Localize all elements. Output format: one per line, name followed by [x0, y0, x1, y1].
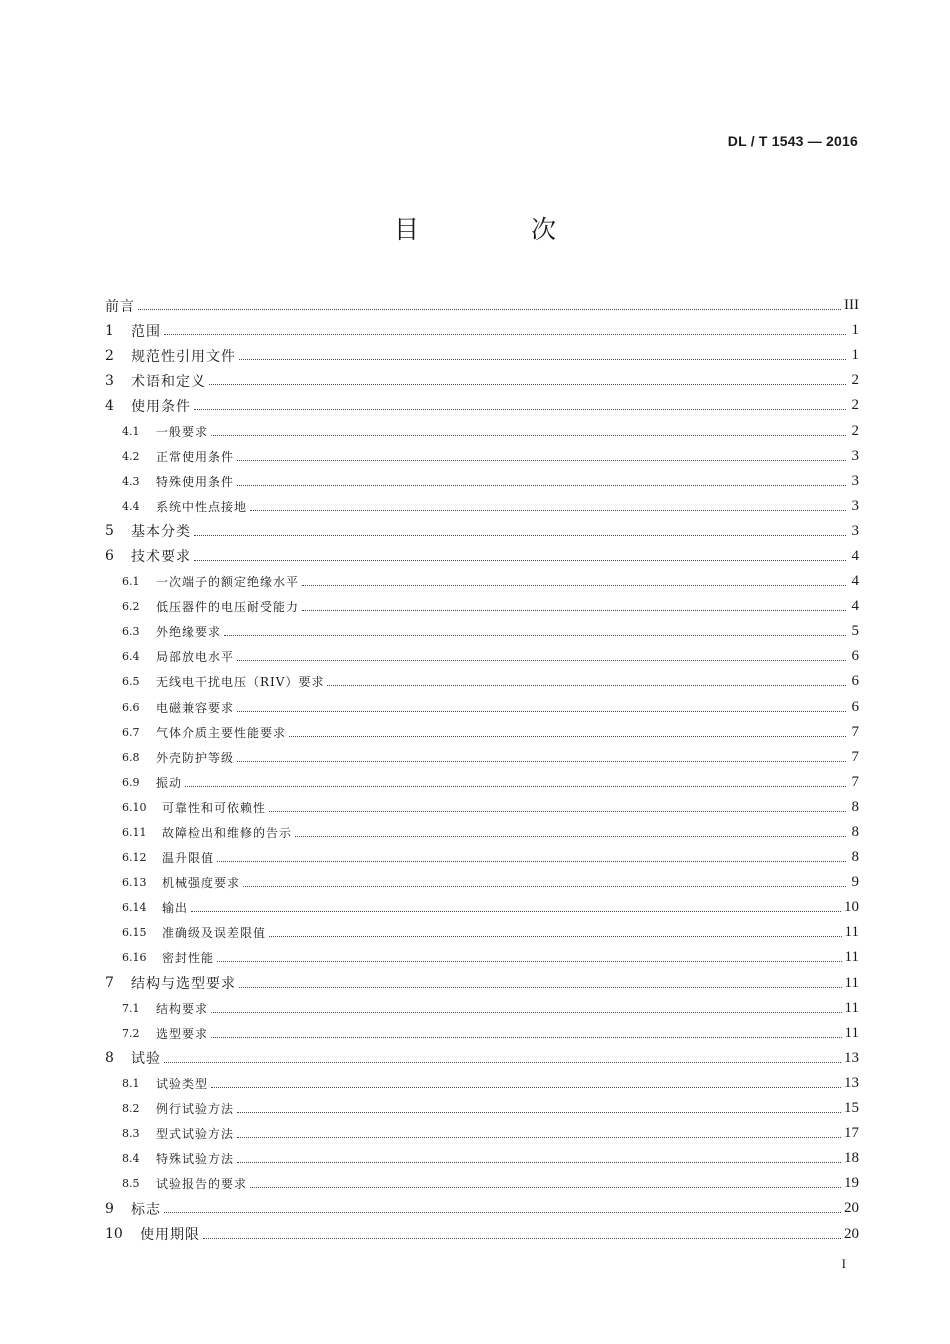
toc-dot-leader	[237, 1112, 841, 1113]
toc-entry[interactable]	[105, 945, 859, 970]
toc-entry-page: 9	[851, 874, 859, 891]
toc-entry-page: 8	[851, 849, 859, 866]
toc-entry[interactable]	[105, 870, 859, 895]
toc-entry-number: 2	[105, 347, 114, 364]
toc-entry-title: 密封性能	[162, 951, 215, 966]
toc-entry-title: 范围	[131, 323, 161, 340]
toc-entry-number: 6.2	[122, 600, 140, 614]
toc-entry-title: 机械强度要求	[162, 876, 241, 891]
toc-entry[interactable]	[105, 343, 859, 368]
toc-entry-title: 输出	[162, 901, 189, 916]
toc-entry-number: 3	[105, 372, 114, 389]
toc-entry-page: 3	[851, 497, 859, 514]
toc-entry[interactable]	[105, 469, 859, 494]
toc-entry-page: 18	[844, 1150, 859, 1167]
toc-entry-number: 8.5	[122, 1177, 140, 1191]
toc-entry-number: 6.16	[122, 951, 147, 965]
toc-entry[interactable]	[105, 418, 859, 443]
toc-entry[interactable]	[105, 594, 859, 619]
toc-entry-number: 6.15	[122, 926, 147, 940]
toc-entry-page: 11	[844, 949, 859, 966]
toc-entry[interactable]	[105, 494, 859, 519]
toc-entry-title: 一次端子的额定绝缘水平	[156, 575, 300, 590]
toc-entry-page: 1	[851, 347, 859, 364]
toc-entry-title: 技术要求	[131, 549, 191, 566]
toc-entry-page: 6	[851, 673, 859, 690]
toc-entry-page: 13	[844, 1074, 859, 1091]
toc-entry-page: 3	[851, 472, 859, 489]
toc-entry-title: 试验报告的要求	[156, 1177, 248, 1192]
toc-entry[interactable]	[105, 1221, 859, 1246]
toc-dot-leader	[209, 384, 846, 385]
toc-dot-leader	[211, 1012, 842, 1013]
toc-entry-number: 4.3	[122, 474, 140, 488]
toc-dot-leader	[138, 309, 841, 310]
toc-entry-page: 11	[844, 1024, 859, 1041]
toc-entry-number: 6.12	[122, 851, 147, 865]
toc-entry-page: 11	[844, 924, 859, 941]
toc-entry-title: 结构要求	[156, 1001, 209, 1016]
toc-entry-number: 8	[105, 1050, 114, 1067]
toc-entry-page: 11	[844, 999, 859, 1016]
page-title: 目 次	[394, 215, 608, 244]
toc-entry-title: 特殊使用条件	[156, 474, 235, 489]
toc-entry-number: 4.1	[122, 424, 140, 438]
toc-entry-number: 6.4	[122, 650, 140, 664]
toc-entry[interactable]	[105, 619, 859, 644]
toc-entry-number: 10	[105, 1226, 123, 1243]
toc-entry[interactable]	[105, 720, 859, 745]
toc-entry[interactable]	[105, 695, 859, 720]
toc-entry-title: 低压器件的电压耐受能力	[156, 600, 300, 615]
toc-entry-title: 正常使用条件	[156, 449, 235, 464]
toc-entry-page: 15	[844, 1100, 859, 1117]
toc-entry-number: 6.5	[122, 675, 140, 689]
toc-entry[interactable]	[105, 444, 859, 469]
toc-dot-leader	[203, 1238, 841, 1239]
toc-entry[interactable]	[105, 1071, 859, 1096]
toc-entry[interactable]	[105, 1196, 859, 1221]
toc-entry-number: 4.4	[122, 499, 140, 513]
toc-dot-leader	[269, 811, 846, 812]
toc-entry-number: 4.2	[122, 449, 140, 463]
toc-entry-title: 故障检出和维修的告示	[162, 826, 293, 841]
toc-dot-leader	[237, 485, 846, 486]
toc-entry-page: 10	[844, 899, 859, 916]
toc-dot-leader	[164, 334, 846, 335]
toc-entry[interactable]	[105, 368, 859, 393]
toc-entry-page: 20	[844, 1225, 859, 1242]
toc-entry-title: 可靠性和可依赖性	[162, 800, 267, 815]
toc-dot-leader	[224, 635, 846, 636]
toc-entry[interactable]	[105, 1146, 859, 1171]
toc-dot-leader	[237, 1137, 841, 1138]
toc-dot-leader	[239, 987, 842, 988]
toc-dot-leader	[164, 1212, 841, 1213]
toc-entry-number: 6.10	[122, 800, 147, 814]
toc-entry-number: 7.2	[122, 1026, 140, 1040]
toc-entry-page: 4	[851, 573, 859, 590]
toc-entry-title: 术语和定义	[131, 373, 206, 390]
toc-entry[interactable]	[105, 845, 859, 870]
toc-entry-title: 标志	[131, 1201, 161, 1218]
toc-dot-leader	[194, 560, 846, 561]
toc-entry-title: 规范性引用文件	[131, 348, 236, 365]
toc-entry[interactable]	[105, 820, 859, 845]
toc-entry-title: 准确级及误差限值	[162, 926, 267, 941]
toc-entry-title: 例行试验方法	[156, 1102, 235, 1117]
toc-entry-page: 7	[851, 773, 859, 790]
toc-entry-number: 6.3	[122, 625, 140, 639]
toc-entry[interactable]	[105, 644, 859, 669]
toc-entry-page: 5	[851, 623, 859, 640]
toc-dot-leader	[327, 685, 846, 686]
toc-entry-page: 4	[851, 598, 859, 615]
toc-entry-title: 气体介质主要性能要求	[156, 725, 287, 740]
toc-dot-leader	[295, 836, 846, 837]
toc-entry[interactable]	[105, 770, 859, 795]
toc-entry-title: 前言	[105, 298, 135, 315]
toc-entry-title: 型式试验方法	[156, 1127, 235, 1142]
toc-dot-leader	[211, 1037, 842, 1038]
toc-dot-leader	[217, 961, 842, 962]
toc-entry-title: 试验类型	[156, 1076, 209, 1091]
toc-entry-page: 2	[851, 372, 859, 389]
toc-entry-title: 外绝缘要求	[156, 625, 222, 640]
toc-entry-number: 6	[105, 548, 114, 565]
toc-entry-number: 6.14	[122, 901, 147, 915]
toc-entry-number: 6.9	[122, 775, 140, 789]
toc-entry-page: 6	[851, 648, 859, 665]
toc-entry-number: 6.7	[122, 725, 140, 739]
toc-dot-leader	[239, 359, 846, 360]
toc-entry-page: 7	[851, 723, 859, 740]
toc-dot-leader	[250, 1187, 841, 1188]
toc-entry-title: 无线电干扰电压（RIV）要求	[156, 675, 325, 690]
toc-entry-title: 局部放电水平	[156, 650, 235, 665]
toc-dot-leader	[237, 1162, 841, 1163]
toc-dot-leader	[194, 535, 846, 536]
toc-entry-page: 17	[844, 1125, 859, 1142]
toc-dot-leader	[194, 409, 846, 410]
toc-entry[interactable]	[105, 1121, 859, 1146]
toc-entry-title: 特殊试验方法	[156, 1152, 235, 1167]
toc-entry[interactable]	[105, 318, 859, 343]
toc-dot-leader	[269, 936, 842, 937]
toc-entry[interactable]	[105, 519, 859, 544]
toc-dot-leader	[211, 435, 846, 436]
toc-entry[interactable]	[105, 393, 859, 418]
toc-entry-page: 13	[844, 1049, 859, 1066]
toc-entry-number: 6.13	[122, 876, 147, 890]
toc-entry-title: 一般要求	[156, 424, 209, 439]
toc-entry[interactable]	[105, 971, 859, 996]
toc-dot-leader	[237, 460, 846, 461]
toc-entry[interactable]	[105, 293, 859, 318]
toc-entry[interactable]	[105, 1021, 859, 1046]
toc-entry-number: 7	[105, 975, 114, 992]
toc-entry-number: 6.8	[122, 750, 140, 764]
toc-entry-number: 4	[105, 397, 114, 414]
toc-entry-title: 使用条件	[131, 398, 191, 415]
toc-entry-title: 基本分类	[131, 524, 191, 541]
toc-entry-number: 5	[105, 523, 114, 540]
toc-entry-title: 使用期限	[140, 1227, 200, 1244]
toc-entry[interactable]	[105, 544, 859, 569]
toc-entry-page: 2	[851, 422, 859, 439]
toc-dot-leader	[289, 736, 846, 737]
toc-dot-leader	[164, 1062, 841, 1063]
toc-entry-number: 7.1	[122, 1001, 140, 1015]
toc-entry-page: 8	[851, 798, 859, 815]
toc-entry-page: 19	[844, 1175, 859, 1192]
toc-dot-leader	[237, 711, 846, 712]
toc-entry-page: 1	[851, 322, 859, 339]
toc-entry[interactable]	[105, 1171, 859, 1196]
toc-dot-leader	[217, 861, 846, 862]
toc-entry[interactable]	[105, 895, 859, 920]
toc-entry-page: 4	[851, 547, 859, 564]
toc-entry-page: 8	[851, 824, 859, 841]
toc-dot-leader	[237, 660, 846, 661]
standard-number: DL / T 1543 — 2016	[727, 133, 858, 149]
toc-entry-page: 6	[851, 698, 859, 715]
toc-dot-leader	[302, 585, 846, 586]
toc-entry-number: 8.4	[122, 1152, 140, 1166]
toc-dot-leader	[243, 886, 846, 887]
toc-entry-title: 振动	[156, 775, 183, 790]
toc-entry-page: 20	[844, 1200, 859, 1217]
toc-dot-leader	[302, 610, 846, 611]
toc-entry[interactable]	[105, 669, 859, 694]
toc-entry-title: 系统中性点接地	[156, 499, 248, 514]
toc-dot-leader	[237, 761, 846, 762]
toc-entry-number: 8.2	[122, 1102, 140, 1116]
toc-entry[interactable]	[105, 569, 859, 594]
table-of-contents	[105, 293, 859, 1247]
toc-entry[interactable]	[105, 795, 859, 820]
toc-dot-leader	[191, 911, 841, 912]
toc-entry-title: 外壳防护等级	[156, 750, 235, 765]
toc-entry-number: 6.6	[122, 700, 140, 714]
page-number: I	[841, 1256, 846, 1271]
toc-entry-title: 结构与选型要求	[131, 976, 236, 993]
toc-entry-page: 3	[851, 447, 859, 464]
toc-entry-title: 温升限值	[162, 851, 215, 866]
toc-entry-page: 3	[851, 522, 859, 539]
toc-entry[interactable]	[105, 920, 859, 945]
toc-entry-number: 6.11	[122, 826, 147, 840]
toc-entry[interactable]	[105, 996, 859, 1021]
toc-entry-number: 8.1	[122, 1076, 140, 1090]
toc-entry-page: 2	[851, 397, 859, 414]
toc-entry-number: 8.3	[122, 1127, 140, 1141]
toc-entry-title: 选型要求	[156, 1026, 209, 1041]
toc-entry-title: 电磁兼容要求	[156, 700, 235, 715]
toc-entry[interactable]	[105, 1046, 859, 1071]
toc-entry-number: 6.1	[122, 575, 140, 589]
toc-entry-title: 试验	[131, 1051, 161, 1068]
toc-entry[interactable]	[105, 745, 859, 770]
toc-entry-page: 11	[844, 974, 859, 991]
toc-entry-page: 7	[851, 748, 859, 765]
toc-entry-number: 1	[105, 322, 114, 339]
toc-entry-number: 9	[105, 1200, 114, 1217]
toc-entry-page: III	[844, 297, 859, 314]
toc-dot-leader	[250, 510, 846, 511]
toc-dot-leader	[211, 1087, 841, 1088]
toc-dot-leader	[185, 786, 846, 787]
toc-entry[interactable]	[105, 1096, 859, 1121]
